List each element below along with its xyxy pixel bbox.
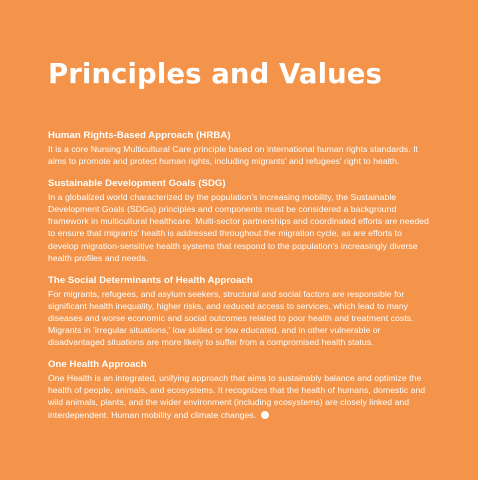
section-body: It is a core Nursing Multicultural Care principle based on international human rights standards. It aims to promote and protect human rights, including migrants' and refugees' right to health. <box>48 144 418 167</box>
principles-list <box>48 129 434 431</box>
section-sdg <box>48 177 434 264</box>
page-title: Principles and Values <box>48 58 383 90</box>
section-body: In a globalized world characterized by the population's increasing mobility, the Sustainable Development Goals (SDGs) principles and components must be considered a background framework in multicultural healthcare. Multi-sector partnerships and coordinated efforts are needed to ensure that migrants' health is addressed throughout the migration cycle, as are efforts to develop migration-sensitive health systems that respond to the population's increasingly diverse health profiles and needs. <box>48 192 429 263</box>
section-body: One Health is an integrated, unifying approach that aims to sustainably balance and optimize the health of people, animals, and ecosystems. It recognizes that the health of humans, domestic and wild animals, plants, and the wider environment (including ecosystems) are closely linked and interdependent. Human mobility and climate changes. <box>48 373 426 420</box>
section-body-wrapper <box>48 372 434 420</box>
section-heading: One Health Approach <box>48 359 147 371</box>
section-heading: Sustainable Development Goals (SDG) <box>48 178 226 190</box>
section-body: For migrants, refugees, and asylum seekers, structural and social factors are responsible for significant health inequality, higher risks, and reduced access to services, which lead to many diseases and worse economic and social outcomes related to poor health and treatment costs. Migrants in 'irregular situations,' low skilled or low educated, and in other vulnerable or disadvantaged situations are more likely to suffer from a compromised health status. <box>48 288 414 348</box>
section-one-health <box>48 358 434 420</box>
section-hrba <box>48 129 434 167</box>
end-mark-icon <box>261 411 269 419</box>
section-heading: The Social Determinants of Health Approach <box>48 274 253 286</box>
section-social-determinants <box>48 274 434 348</box>
section-heading: Human Rights-Based Approach (HRBA) <box>48 130 231 141</box>
